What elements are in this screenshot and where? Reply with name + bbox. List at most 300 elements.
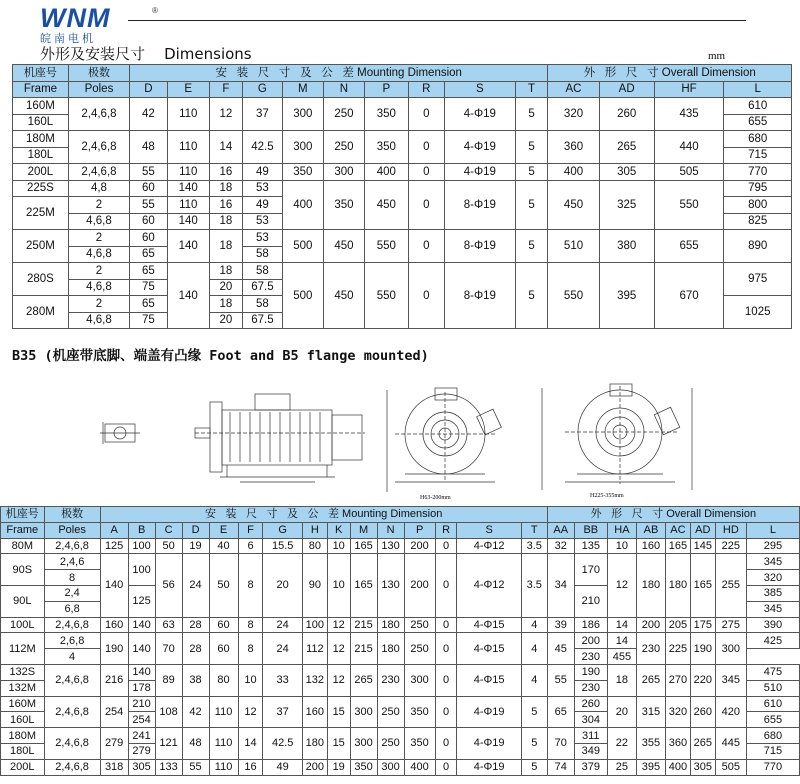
table-cell: 160L (1, 712, 45, 728)
table-cell: 178 (128, 680, 155, 696)
col-header: AD (690, 522, 715, 538)
table-cell: 311 (574, 728, 607, 744)
table-cell: 345 (746, 601, 799, 617)
table-cell: 300 (282, 98, 323, 131)
drawing-label-b: H225-355mm (590, 493, 624, 499)
col-header: P (364, 81, 408, 98)
table-cell: 450 (548, 180, 599, 230)
table-cell: 250M (13, 230, 69, 263)
table-cell: 180 (636, 554, 665, 617)
table-cell: 345 (746, 554, 799, 570)
table-cell: 975 (724, 263, 792, 296)
table-cell: 24 (263, 633, 302, 665)
table-cell: 2,4,6,8 (44, 728, 100, 760)
table-cell: 230 (574, 680, 607, 696)
table-cell: 4-Φ19 (444, 98, 515, 131)
table-row (1, 696, 800, 712)
table-cell: 160 (100, 617, 128, 633)
table-cell: 60 (130, 180, 168, 197)
table-cell: 200L (1, 759, 45, 775)
table-cell: 260 (574, 696, 607, 712)
table-cell: 130 (377, 554, 404, 617)
table-cell: 435 (654, 98, 724, 131)
front-view-drawing-a (387, 388, 501, 492)
table-cell: 165 (350, 538, 377, 554)
mounting-header: 安 装 尺 寸 及 公 差 Mounting Dimension (100, 507, 547, 523)
table-cell: 38 (182, 664, 209, 696)
table-cell: 450 (323, 230, 364, 263)
table-cell: 350 (364, 131, 408, 164)
table-cell: 5 (515, 180, 548, 230)
table-cell: 5 (521, 696, 547, 728)
col-header: P (404, 522, 435, 538)
table-cell: 0 (435, 554, 457, 617)
table-cell: 200 (302, 759, 327, 775)
unit-label: mm (708, 50, 726, 62)
table-cell: 140 (128, 617, 155, 633)
overall-header: 外 形 尺 寸 Overall Dimension (547, 507, 799, 523)
table-cell: 14 (607, 633, 636, 649)
table-cell: 3.5 (521, 554, 547, 617)
table-cell: 250 (377, 728, 404, 760)
table-row (1, 728, 800, 744)
table-cell: 15.5 (263, 538, 302, 554)
table-cell: 2,4,6,8 (44, 617, 100, 633)
table-cell: 125 (128, 585, 155, 617)
table-cell: 200 (574, 633, 607, 649)
table-cell: 230 (636, 633, 665, 665)
table-cell: 655 (654, 230, 724, 263)
table-cell: 20 (209, 279, 242, 296)
col-header: L (746, 522, 799, 538)
table-cell: 505 (715, 759, 746, 775)
table-cell: 300 (323, 164, 364, 181)
table-cell: 0 (435, 633, 457, 665)
table-cell: 0 (408, 263, 444, 329)
col-header: AC (548, 81, 599, 98)
table-cell: 100 (302, 617, 327, 633)
table-cell: 133 (155, 759, 182, 775)
table-cell: 12 (327, 617, 350, 633)
table-cell: 4 (521, 617, 547, 633)
table-cell: 14 (238, 728, 263, 760)
table-cell: 42 (182, 696, 209, 728)
table-cell: 40 (209, 538, 238, 554)
dimensions-table-b35 (0, 506, 800, 776)
table-cell: 37 (243, 98, 283, 131)
table-cell: 12 (209, 98, 242, 131)
logo-text: WNM (40, 3, 111, 33)
table-cell: 270 (665, 664, 690, 696)
table-cell: 225 (715, 538, 746, 554)
col-header: AC (665, 522, 690, 538)
table-cell: 5 (515, 98, 548, 131)
table-cell: 19 (182, 538, 209, 554)
table-cell: 65 (130, 263, 168, 280)
table-cell: 4,8 (68, 180, 129, 197)
table-cell: 5 (521, 728, 547, 760)
table-row (1, 633, 800, 649)
table-cell: 108 (155, 696, 182, 728)
table-cell: 5 (521, 759, 547, 775)
table-cell: 4,6,8 (68, 246, 129, 263)
table-cell: 110 (209, 759, 238, 775)
col-header: N (323, 81, 364, 98)
table-cell: 24 (263, 617, 302, 633)
table-cell: 2,4 (44, 585, 100, 601)
table-cell: 2,6,8 (44, 633, 100, 649)
table-cell: 53 (243, 230, 283, 247)
table-cell: 2 (68, 230, 129, 247)
table-cell: 670 (654, 263, 724, 329)
table-cell: 254 (100, 696, 128, 728)
table-cell: 112M (1, 633, 45, 665)
col-header: S (457, 522, 521, 538)
col-header: G (263, 522, 302, 538)
table-cell: 265 (350, 664, 377, 696)
table-cell: 132M (1, 680, 45, 696)
table-cell: 24 (182, 554, 209, 617)
table-cell: 42 (130, 98, 168, 131)
table-cell: 65 (130, 296, 168, 313)
table-cell: 75 (130, 312, 168, 329)
table-cell: 160 (302, 696, 327, 728)
table-cell: 225 (665, 633, 690, 665)
frame-header-cn: 机座号 (13, 65, 69, 82)
frame-header-en: Frame (13, 81, 69, 98)
table-cell: 135 (574, 538, 607, 554)
brand-logo (38, 3, 158, 45)
table-cell: 0 (408, 131, 444, 164)
table-cell: 42.5 (263, 728, 302, 760)
table-cell: 53 (243, 180, 283, 197)
table-cell: 67.5 (243, 312, 283, 329)
table-cell: 15 (327, 696, 350, 728)
table-cell: 420 (715, 696, 746, 728)
table-cell: 48 (182, 728, 209, 760)
table-cell: 49 (243, 164, 283, 181)
table-cell: 0 (435, 664, 457, 696)
table-cell: 18 (607, 664, 636, 696)
table-cell: 180 (377, 617, 404, 633)
table-cell: 205 (665, 617, 690, 633)
table-cell: 53 (243, 213, 283, 230)
table-cell: 58 (243, 263, 283, 280)
table-cell: 160M (1, 696, 45, 712)
col-header: H (302, 522, 327, 538)
table-cell: 2,4,6,8 (44, 759, 100, 775)
table-cell: 0 (435, 617, 457, 633)
col-header: B (128, 522, 155, 538)
table-cell: 186 (574, 617, 607, 633)
header-row (13, 65, 792, 82)
col-header: A (100, 522, 128, 538)
poles-header-en: Poles (68, 81, 129, 98)
col-header: E (167, 81, 209, 98)
table-cell: 440 (654, 131, 724, 164)
table-cell: 180 (377, 633, 404, 665)
table-cell: 4 (44, 649, 100, 665)
col-header: BB (574, 522, 607, 538)
table-cell: 90 (302, 554, 327, 617)
col-header: HF (654, 81, 724, 98)
table-cell: 5 (515, 131, 548, 164)
table-cell: 4 (521, 633, 547, 665)
col-header: N (377, 522, 404, 538)
table-cell: 225M (13, 197, 69, 230)
table-cell: 12 (327, 633, 350, 665)
table-cell: 355 (636, 728, 665, 760)
table-cell: 49 (263, 759, 302, 775)
table-cell: 0 (435, 696, 457, 728)
table-cell: 680 (746, 728, 799, 744)
page-heading: 外形及安装尺寸 Dimensions (40, 45, 252, 63)
table-row (13, 164, 792, 181)
table-cell: 110 (167, 131, 209, 164)
table-cell: 60 (130, 230, 168, 247)
table-cell: 220 (690, 664, 715, 696)
table-cell: 825 (724, 213, 792, 230)
table-cell: 305 (599, 164, 654, 181)
col-header: G (243, 81, 283, 98)
table-cell: 121 (155, 728, 182, 760)
header-row (1, 522, 800, 538)
table-cell: 8 (238, 554, 263, 617)
table-cell: 165 (665, 538, 690, 554)
table-cell: 200L (13, 164, 69, 181)
table-cell: 49 (243, 197, 283, 214)
table-cell: 890 (724, 230, 792, 263)
table-cell: 2,4,6,8 (68, 164, 129, 181)
col-header: C (155, 522, 182, 538)
table-cell: 350 (404, 696, 435, 728)
table-cell: 20 (209, 312, 242, 329)
table-cell: 175 (690, 617, 715, 633)
table-cell: 89 (155, 664, 182, 696)
table-cell: 39 (547, 617, 574, 633)
table-cell: 16 (209, 164, 242, 181)
table-cell: 60 (130, 213, 168, 230)
table-cell: 241 (128, 728, 155, 744)
table-cell: 655 (724, 114, 792, 131)
table-cell: 50 (155, 538, 182, 554)
table-cell: 254 (128, 712, 155, 728)
table-cell: 8-Φ19 (444, 180, 515, 230)
table-cell: 6 (238, 538, 263, 554)
table-cell: 250 (323, 131, 364, 164)
table-cell: 318 (100, 759, 128, 775)
table-cell: 12 (327, 664, 350, 696)
table-cell: 14 (607, 617, 636, 633)
table-cell: 75 (130, 279, 168, 296)
table-cell: 610 (746, 696, 799, 712)
table-cell: 160 (636, 538, 665, 554)
table-cell: 4-Φ15 (457, 633, 521, 665)
table-cell: 90L (1, 585, 45, 617)
header-rule (128, 20, 746, 21)
col-header: AD (599, 81, 654, 98)
table-cell: 65 (130, 246, 168, 263)
table-cell: 280M (13, 296, 69, 329)
table-row (13, 180, 792, 197)
table-cell: 0 (435, 759, 457, 775)
table-cell: 450 (323, 263, 364, 329)
table-cell: 550 (364, 263, 408, 329)
table-cell: 18 (209, 230, 242, 263)
table-cell: 385 (746, 585, 799, 601)
col-header: M (282, 81, 323, 98)
header-row (13, 81, 792, 98)
col-header: T (515, 81, 548, 98)
table-cell: 4-Φ12 (457, 554, 521, 617)
table-cell: 55 (182, 759, 209, 775)
table-cell: 3.5 (521, 538, 547, 554)
table-cell: 10 (327, 538, 350, 554)
table-cell: 200 (404, 554, 435, 617)
table-cell: 445 (715, 728, 746, 760)
table-cell: 100 (128, 538, 155, 554)
section-caption: B35 (机座带底脚、端盖有凸缘 Foot and B5 flange mounted) (12, 348, 429, 364)
table-cell: 260 (599, 98, 654, 131)
table-cell: 55 (547, 664, 574, 696)
table-cell: 70 (547, 728, 574, 760)
side-view-drawing (195, 394, 365, 482)
table-cell: 360 (665, 728, 690, 760)
table-cell: 37 (263, 696, 302, 728)
table-cell: 180 (665, 554, 690, 617)
table-cell: 80M (1, 538, 45, 554)
table-cell: 190 (574, 664, 607, 680)
table-cell: 14 (209, 131, 242, 164)
table-cell: 265 (599, 131, 654, 164)
col-header: AA (547, 522, 574, 538)
table-cell: 180M (13, 131, 69, 148)
table-cell: 160L (13, 114, 69, 131)
table-cell: 265 (636, 664, 665, 696)
table-cell: 455 (607, 649, 636, 665)
table-cell: 230 (377, 664, 404, 696)
table-cell: 350 (323, 180, 364, 230)
table-cell: 655 (746, 712, 799, 728)
table-cell: 50 (209, 554, 238, 617)
table-cell: 295 (746, 538, 799, 554)
mounting-header: 安 装 尺 寸 及 公 差 Mounting Dimension (130, 65, 548, 82)
table-cell: 10 (238, 664, 263, 696)
table-cell: 305 (128, 759, 155, 775)
table-cell: 70 (155, 633, 182, 665)
table-cell: 550 (364, 230, 408, 263)
table-cell: 140 (167, 180, 209, 197)
table-cell: 210 (574, 585, 607, 617)
col-header: K (327, 522, 350, 538)
table-cell: 279 (100, 728, 128, 760)
table-cell: 140 (167, 213, 209, 230)
table-cell: 0 (435, 538, 457, 554)
table-cell: 15 (327, 728, 350, 760)
table-cell: 130 (377, 538, 404, 554)
motor-drawings (95, 382, 725, 504)
col-header: R (408, 81, 444, 98)
table-cell: 20 (263, 554, 302, 617)
table-cell: 12 (607, 554, 636, 617)
table-cell: 715 (746, 743, 799, 759)
table-cell: 315 (636, 696, 665, 728)
table-cell: 260 (690, 696, 715, 728)
table-cell: 5 (515, 230, 548, 263)
table-cell: 5 (515, 164, 548, 181)
table-cell: 395 (599, 263, 654, 329)
table-cell: 58 (243, 246, 283, 263)
col-header: D (182, 522, 209, 538)
frame-header-cn: 机座号 (1, 507, 45, 523)
table-cell: 110 (167, 197, 209, 214)
table-cell: 230 (574, 649, 607, 665)
table-cell: 210 (128, 696, 155, 712)
table-cell: 255 (715, 554, 746, 617)
table-cell: 55 (130, 197, 168, 214)
table-cell: 4-Φ12 (457, 538, 521, 554)
col-header: M (350, 522, 377, 538)
table-cell: 165 (690, 554, 715, 617)
table-cell: 18 (209, 296, 242, 313)
table-cell: 140 (167, 263, 209, 329)
table-cell: 300 (350, 728, 377, 760)
table-cell: 2,4,6,8 (68, 131, 129, 164)
table-cell: 2 (68, 197, 129, 214)
table-cell: 63 (155, 617, 182, 633)
table-cell: 160M (13, 98, 69, 115)
table-cell: 165 (350, 554, 377, 617)
table-cell: 170 (574, 554, 607, 586)
shaft-end-drawing (100, 422, 140, 444)
table-cell: 48 (130, 131, 168, 164)
table-cell: 680 (724, 131, 792, 148)
table-cell: 2,4,6 (44, 554, 100, 570)
table-cell: 140 (167, 230, 209, 263)
poles-header-cn: 极数 (44, 507, 100, 523)
table-cell: 300 (282, 131, 323, 164)
table-cell: 379 (574, 759, 607, 775)
table-cell: 770 (724, 164, 792, 181)
table-cell: 450 (364, 180, 408, 230)
col-header: D (130, 81, 168, 98)
table-cell: 110 (209, 696, 238, 728)
registered-mark: ® (152, 6, 158, 15)
table-cell: 4-Φ19 (457, 696, 521, 728)
table-cell: 250 (377, 696, 404, 728)
table-cell: 65 (547, 696, 574, 728)
col-header: HD (715, 522, 746, 538)
table-cell: 300 (377, 759, 404, 775)
table-cell: 74 (547, 759, 574, 775)
table-cell: 132S (1, 664, 45, 680)
table-cell: 2,4,6,8 (44, 538, 100, 554)
table-cell: 250 (404, 633, 435, 665)
table-cell: 610 (724, 98, 792, 115)
table-row (1, 538, 800, 554)
table-cell: 2,4,6,8 (68, 98, 129, 131)
table-cell: 18 (209, 263, 242, 280)
table-cell: 200 (636, 617, 665, 633)
table-cell: 190 (100, 633, 128, 665)
table-cell: 1025 (724, 296, 792, 329)
dimensions-table-b3 (12, 64, 792, 329)
table-cell: 349 (574, 743, 607, 759)
poles-header-en: Poles (44, 522, 100, 538)
table-cell: 4-Φ19 (457, 759, 521, 775)
table-cell: 280S (13, 263, 69, 296)
col-header: E (209, 522, 238, 538)
